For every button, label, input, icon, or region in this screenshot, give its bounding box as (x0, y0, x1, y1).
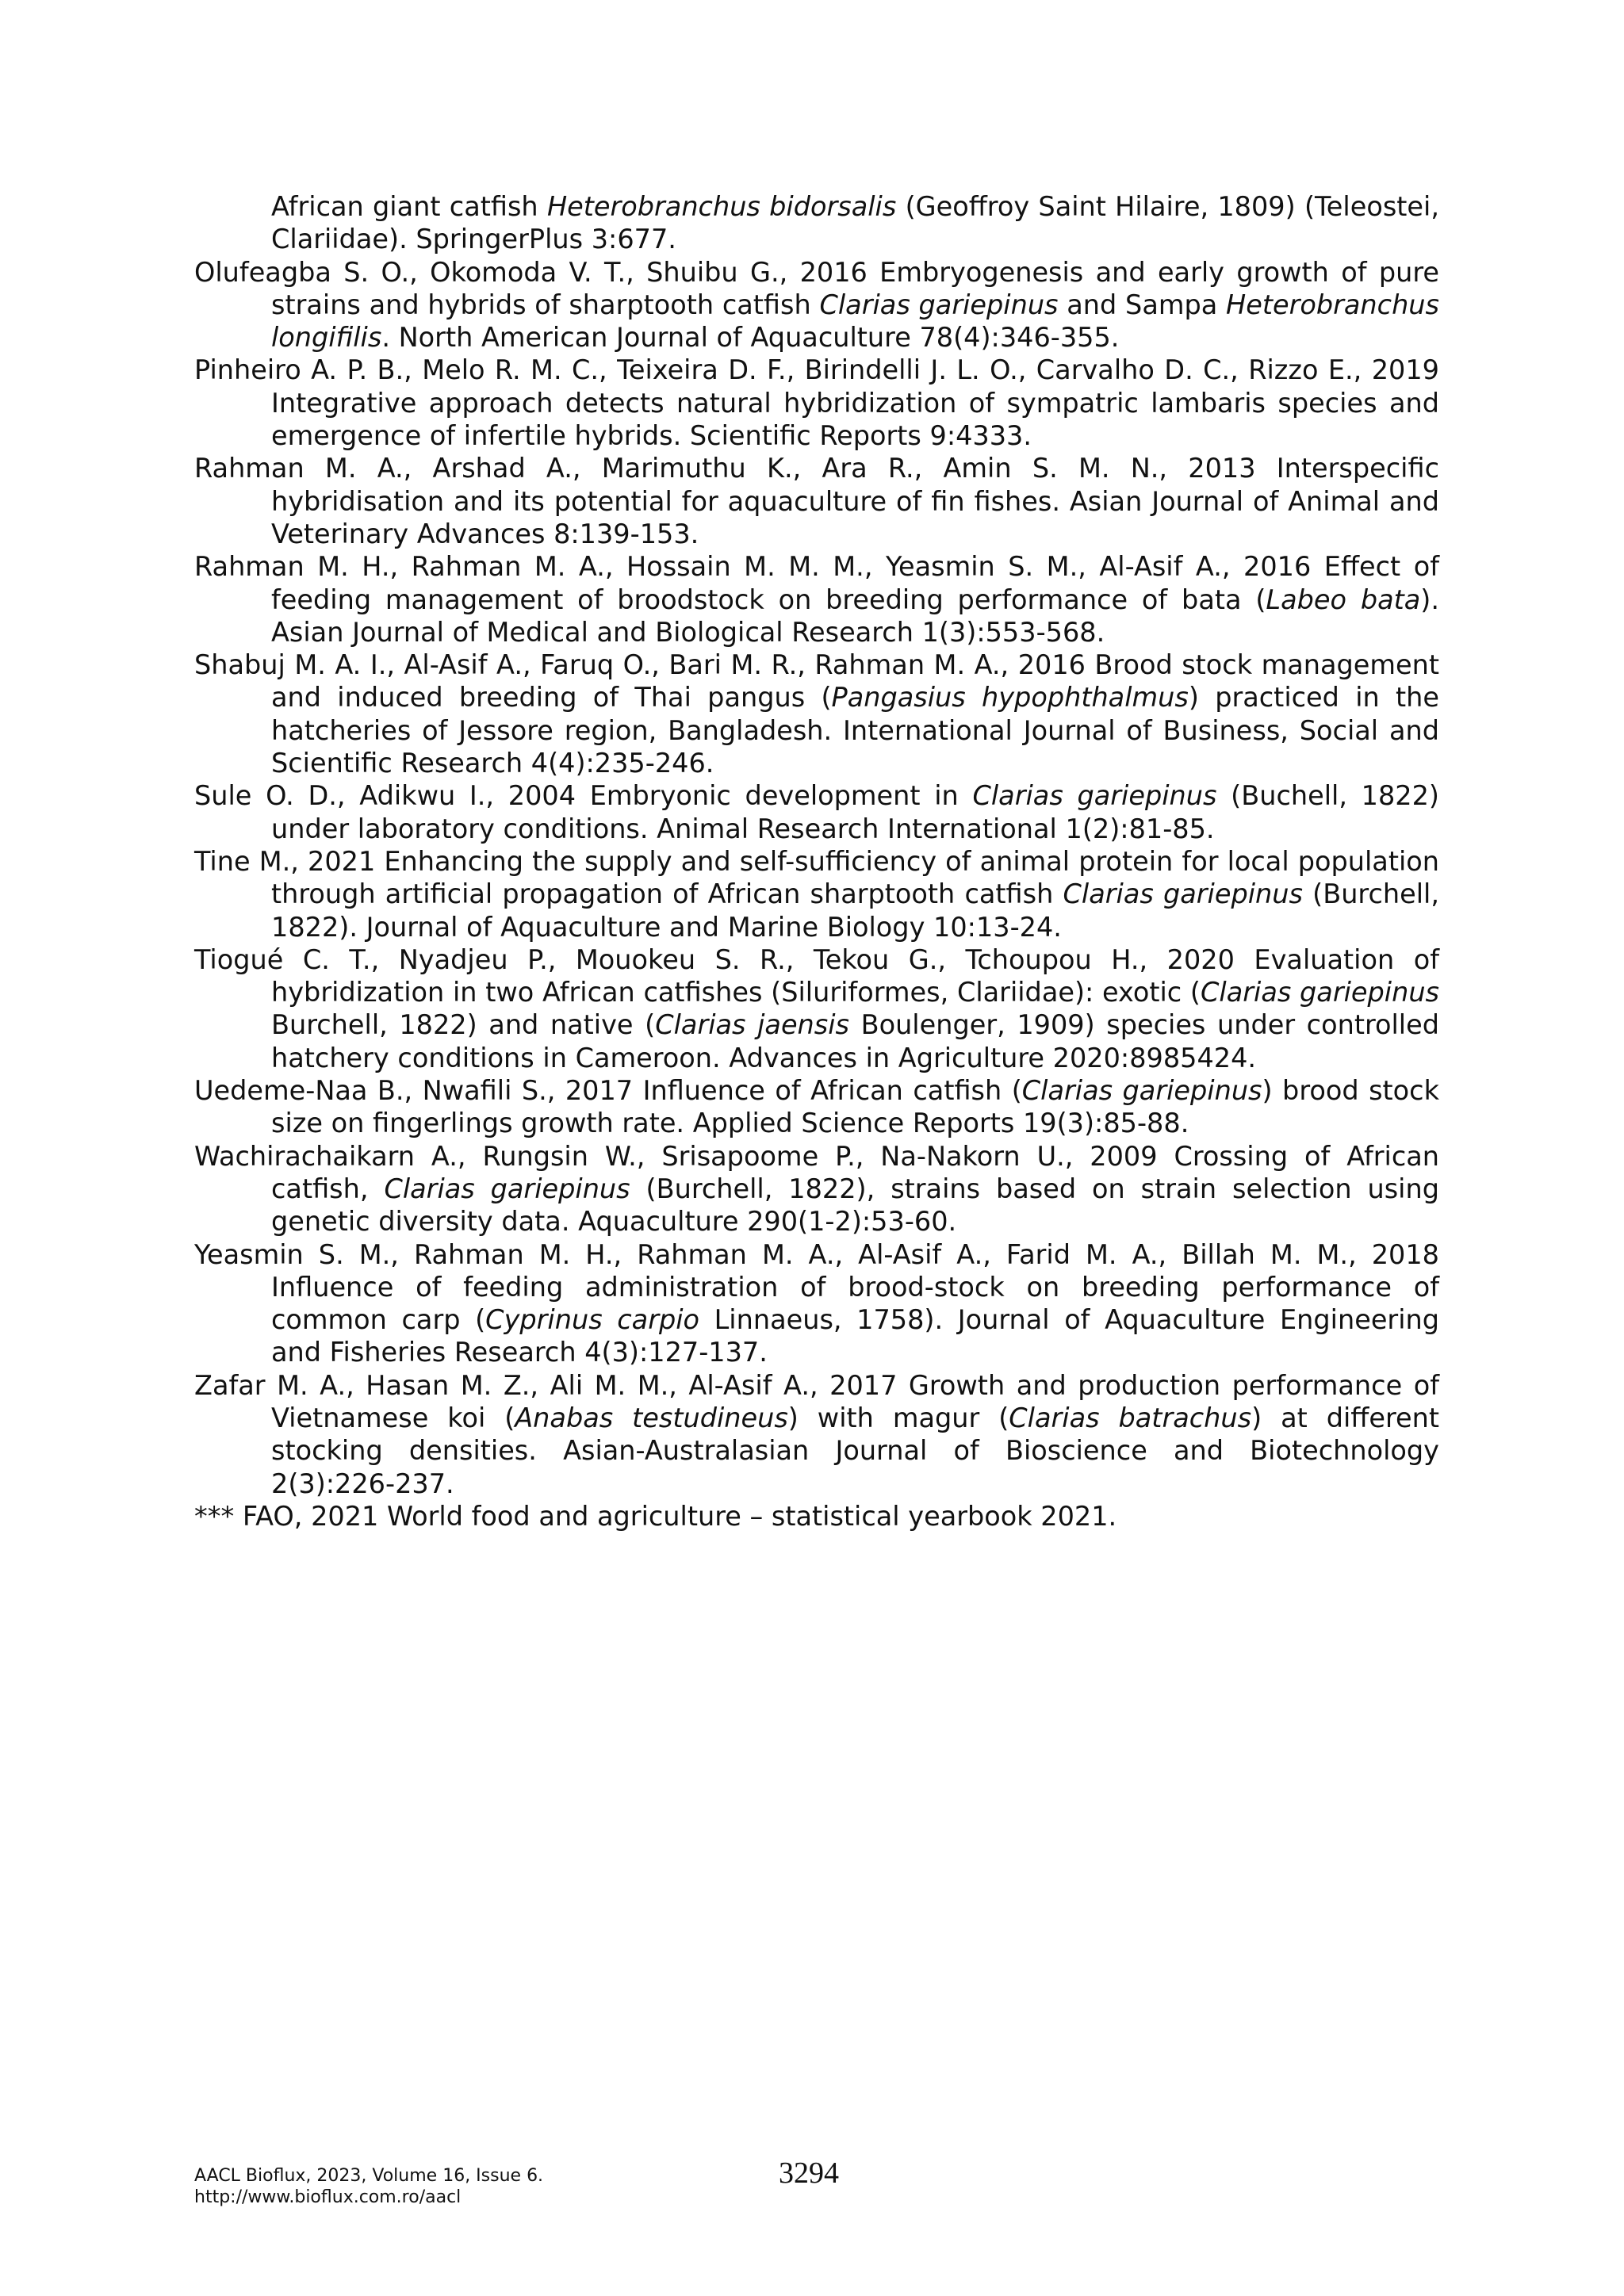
reference-entry (194, 354, 1439, 452)
species-name: Clarias gariepinus (1063, 878, 1303, 910)
species-name: Heterobranchus bidorsalis (546, 191, 897, 222)
reference-text: Rahman M. H., Rahman M. A., Hossain M. M. M., Yeasmin S. M., Al-Asif A., 2016 Effect of feeding management of broodstock on breeding performance of bata ( (194, 551, 1439, 615)
reference-text: Uedeme-Naa B., Nwafili S., 2017 Influence of African catfish ( (194, 1075, 1022, 1107)
species-name: Labeo bata (1266, 584, 1421, 615)
species-name: Heterobranchus longifilis (271, 289, 1439, 354)
reference-text: Linnaeus, 1758). Journal of Aquaculture Engineering and Fisheries Research 4(3):127-137. (271, 1304, 1440, 1368)
species-name: Pangasius hypophthalmus (831, 682, 1189, 714)
reference-text: Tiogué C. T., Nyadjeu P., Mouokeu S. R., Tekou G., Tchoupou H., 2020 Evaluation of hybridization in two African catfishes (Siluriformes, Clariidae): exotic ( (194, 943, 1439, 1008)
reference-text: Pinheiro A. P. B., Melo R. M. C., Teixeira D. F., Birindelli J. L. O., Carvalho D. C., Rizzo E., 2019 Integrative approach detects natural hybridization of sympatric lambaris species and emergence of infertile hybrids. Scientific Reports 9:4333. (194, 354, 1439, 452)
footer-url-line: http://www.bioflux.com.ro/aacl (194, 2187, 462, 2207)
reference-entry (194, 649, 1439, 779)
reference-text: Shabuj M. A. I., Al-Asif A., Faruq O., Bari M. R., Rahman M. A., 2016 Brood stock management and induced breeding of Thai pangus ( (194, 649, 1439, 714)
reference-entry (194, 1369, 1439, 1500)
reference-entry (194, 452, 1439, 550)
reference-entry (194, 1074, 1439, 1140)
reference-list (194, 190, 1439, 1533)
reference-text: (Buchell, 1822) under laboratory conditions. Animal Research International 1(2):81-85. (271, 780, 1439, 844)
reference-text: Wachirachaikarn A., Rungsin W., Srisapoome P., Na-Nakorn U., 2009 Crossing of African catfish, (194, 1140, 1439, 1204)
species-name: Clarias batrachus (1009, 1402, 1252, 1433)
reference-text: (Geoffroy Saint Hilaire, 1809) (Teleostei, Clariidae). SpringerPlus 3:677. (271, 191, 1439, 255)
reference-text: African giant catfish (271, 191, 547, 222)
reference-text: (Burchell, 1822), strains based on strain selection using genetic diversity data. Aquaculture 290(1-2):53-60. (271, 1173, 1439, 1238)
reference-text: ) brood stock size on fingerlings growth rate. Applied Science Reports 19(3):85-88. (271, 1075, 1439, 1139)
reference-text: and Sampa (1058, 289, 1227, 320)
reference-text: *** FAO, 2021 World food and agriculture – statistical yearbook 2021. (194, 1500, 1117, 1532)
reference-text: Zafar M. A., Hasan M. Z., Ali M. M., Al-Asif A., 2017 Growth and production performance of Vietnamese koi ( (194, 1369, 1439, 1433)
reference-text: Olufeagba S. O., Okomoda V. T., Shuibu G., 2016 Embryogenesis and early growth of pure strains and hybrids of sharptooth catfish (194, 256, 1439, 320)
reference-entry (194, 256, 1439, 354)
reference-text: ) practiced in the hatcheries of Jessore region, Bangladesh. International Journal of Business, Social and Scientific Research 4(4):235-246. (271, 682, 1439, 779)
reference-entry (194, 1500, 1439, 1533)
reference-text: Sule O. D., Adikwu I., 2004 Embryonic development in (194, 780, 973, 812)
reference-text: . North American Journal of Aquaculture 78(4):346-355. (381, 322, 1120, 354)
footer-journal-line: AACL Bioflux, 2023, Volume 16, Issue 6. (194, 2166, 544, 2186)
reference-text: Boulenger, 1909) species under controlled hatchery conditions in Cameroon. Advances in Agriculture 2020:8985424. (271, 1009, 1439, 1073)
reference-text: (Burchell, 1822). Journal of Aquaculture and Marine Biology 10:13-24. (271, 878, 1439, 943)
reference-entry (194, 943, 1439, 1074)
species-name: Cyprinus carpio (485, 1304, 700, 1336)
reference-entry (194, 1140, 1439, 1238)
reference-text: Burchell, 1822) and native ( (271, 1009, 656, 1041)
reference-entry (194, 779, 1439, 845)
species-name: Clarias jaensis (655, 1009, 849, 1041)
reference-text: ). Asian Journal of Medical and Biological Research 1(3):553-568. (271, 584, 1439, 648)
species-name: Clarias gariepinus (384, 1173, 630, 1204)
reference-text: ) at different stocking densities. Asian-Australasian Journal of Bioscience and Biotechnology 2(3):226-237. (271, 1402, 1439, 1499)
reference-entry (194, 550, 1439, 649)
species-name: Clarias gariepinus (972, 780, 1217, 812)
species-name: Clarias gariepinus (819, 289, 1059, 320)
reference-text: Tine M., 2021 Enhancing the supply and self-sufficiency of animal protein for local population through artificial propagation of African sharptooth catfish (194, 845, 1439, 910)
reference-entry (194, 1238, 1439, 1369)
reference-entry (194, 845, 1439, 943)
species-name: Anabas testudineus (515, 1402, 788, 1433)
species-name: Clarias gariepinus (1021, 1075, 1262, 1107)
page-footer (194, 2165, 543, 2208)
reference-text: Rahman M. A., Arshad A., Marimuthu K., Ara R., Amin S. M. N., 2013 Interspecific hybridisation and its potential for aquaculture of fin fishes. Asian Journal of Animal and Veterinary Advances 8:139-153. (194, 453, 1439, 549)
reference-text: Yeasmin S. M., Rahman M. H., Rahman M. A., Al-Asif A., Farid M. A., Billah M. M., 2018 Influence of feeding administration of brood-stock on breeding performance of common carp ( (194, 1238, 1439, 1336)
page-number: 3294 (779, 2156, 839, 2190)
species-name: Clarias gariepinus (1201, 977, 1439, 1008)
reference-text: ) with magur ( (787, 1402, 1009, 1433)
reference-entry (194, 190, 1439, 256)
